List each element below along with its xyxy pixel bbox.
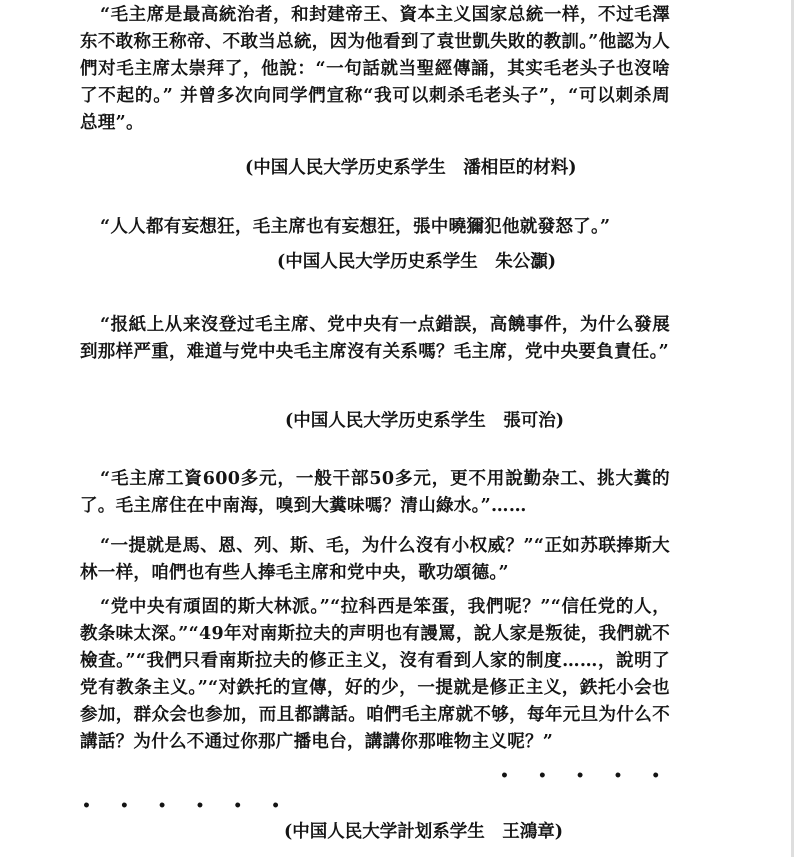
quote-3-text: “报紙上从来沒登过毛主席、党中央有一点錯誤，高饒事件，为什么發展到那样严重，难道与党中央毛主席沒有关系嗎？毛主席，党中央要負責任。” [80,315,670,362]
quote-4-text-2: “一提就是馬、恩、列、斯、毛，为什么沒有小权威？”“正如苏联捧斯大林一样，咱們也有些人捧毛主席和党中央，歌功頌德。” [80,536,670,583]
quote-4-paragraph-1 [80,466,670,520]
quote-2-text: “人人都有妄想狂，毛主席也有妄想狂，張中曉獮犯他就發怒了。” [100,217,611,237]
quote-1-paragraph [80,2,670,137]
quote-4-text-1: “毛主席工資600多元，一般干部50多元，更不用說勤杂工、挑大糞的了。毛主席住在中南海，嗅到大糞味嗎？清山綠水。”…… [80,469,670,516]
quote-4-paragraph-3 [80,594,670,756]
quote-1-attribution: (中国人民大学历史系学生 潘相臣的材料) [245,158,577,178]
quote-3-attribution: (中国人民大学历史系学生 張可治) [285,411,565,431]
quote-4-paragraph-2 [80,533,670,587]
emphasis-dots-upper: • • • • • [500,768,673,784]
quote-2-paragraph [80,214,670,241]
quote-2-attribution: (中国人民大学历史系学生 朱公灝) [277,252,557,272]
emphasis-dots-lower: • • • • • • [82,798,293,814]
quote-1-text: “毛主席是最高統治者，和封建帝王、資本主义国家总統一样，不过毛澤东不敢称王称帝、不敢当总統，因为他看到了袁世凱失敗的教訓。”他認为人們对毛主席太崇拜了，他說：“一句話就当聖經傳誦，其实毛老头子也沒啥了不起的。” 并曾多次向同学們宣称“我可以刺杀毛老头子”，“可以刺杀周总理”。 [80,5,670,133]
quote-4-text-3: “党中央有頑固的斯大林派。”“拉科西是笨蛋，我們呢？”“信任党的人，教条味太深。”“49年对南斯拉夫的声明也有謾罵，說人家是叛徒，我們就不檢查。”“我們只看南斯拉夫的修正主义，沒有看到人家的制度……，說明了党有教条主义。”“对鉄托的宣傳，好的少，一提就是修正主义，鉄托小会也参加，群众会也参加，而且都講話。咱們毛主席就不够，每年元旦为什么不講話？为什么不通过你那广播电台，講講你那唯物主义呢？” [80,597,670,752]
quote-3-paragraph [80,312,670,366]
quote-4-attribution: (中国人民大学計划系学生 王鴻章) [284,822,564,842]
